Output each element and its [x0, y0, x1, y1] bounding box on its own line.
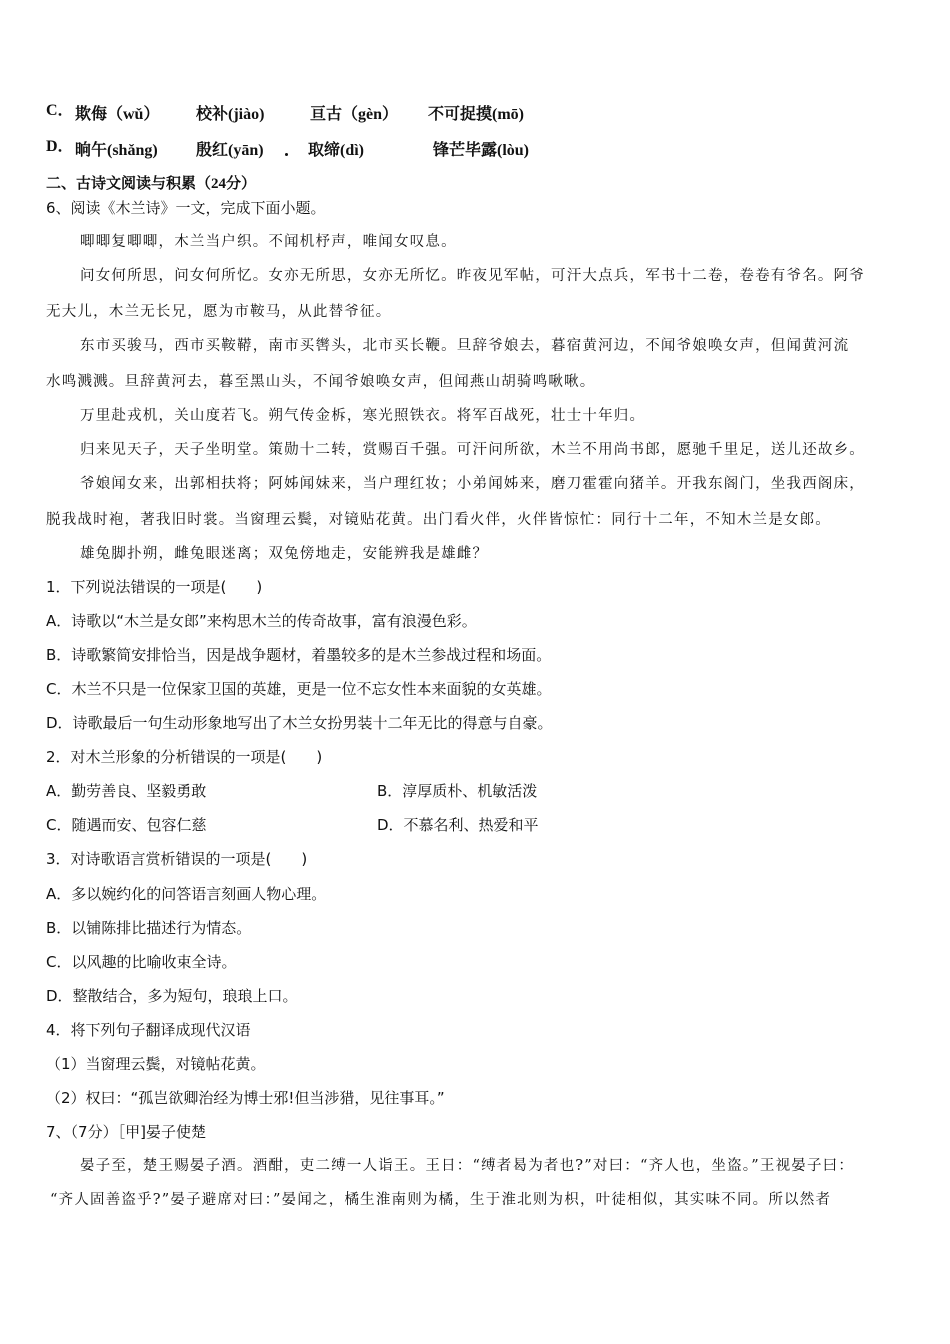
q7-text-line-1: 晏子至，楚王赐晏子酒。酒酣，吏二缚一人诣王。王日：“缚者曷为者也?”对曰：“齐人也，坐盗。”王视晏子曰：	[80, 1158, 855, 1174]
q6-1-option-a: A．诗歌以“木兰是女郎”来构思木兰的传奇故事，富有浪漫色彩。	[46, 612, 477, 630]
poem-line-4: 东市买骏马，西市买鞍鞯，南市买辔头，北市买长鞭。旦辞爷娘去，暮宿黄河边，不闻爷娘唤女声，但闻黄河流	[80, 338, 850, 354]
q6-3-option-a: A．多以婉约化的问答语言刻画人物心理。	[46, 885, 327, 903]
q6-prompt: 6、阅读《木兰诗》一文，完成下面小题。	[46, 199, 326, 217]
option-c-item-3: 亘古（gèn）	[310, 106, 399, 123]
poem-line-6: 万里赴戎机，关山度若飞。朔气传金柝，寒光照铁衣。将军百战死，壮士十年归。	[80, 408, 646, 424]
option-c-item-2: 校补(jiào)	[196, 106, 265, 123]
q6-2-option-a: A．勤劳善良、坚毅勇敢	[46, 782, 207, 800]
q6-4-item-2: （2）权曰：“孤岂欲卿治经为博士邪!但当涉猎，见往事耳。”	[46, 1089, 445, 1107]
q7-prompt: 7、（7分）［甲]晏子使楚	[46, 1123, 206, 1141]
option-d-item-1: 晌午(shǎng)	[75, 142, 158, 159]
option-d-item-2: 殷红(yān)	[196, 142, 264, 159]
q6-3-stem: 3．对诗歌语言赏析错误的一项是( )	[46, 850, 308, 868]
q6-2-option-c: C．随遇而安、包容仁慈	[46, 816, 207, 834]
poem-line-5: 水鸣溅溅。旦辞黄河去，暮至黑山头，不闻爷娘唤女声，但闻燕山胡骑鸣啾啾。	[46, 374, 596, 390]
q6-4-stem: 4．将下列句子翻译成现代汉语	[46, 1021, 251, 1039]
option-label-c: C．	[46, 102, 74, 119]
poem-line-3: 无大儿，木兰无长兄，愿为市鞍马，从此替爷征。	[46, 304, 392, 320]
q6-2-option-b: B．淳厚质朴、机敏活泼	[377, 782, 538, 800]
option-label-d: D．	[46, 138, 74, 155]
q6-2-option-d: D．不慕名利、热爱和平	[377, 816, 539, 834]
q6-1-option-c: C．木兰不只是一位保家卫国的英雄，更是一位不忘女性本来面貌的女英雄。	[46, 680, 552, 698]
q6-3-option-c: C．以风趣的比喻收束全诗。	[46, 953, 237, 971]
q6-3-option-b: B．以铺陈排比描述行为情态。	[46, 919, 252, 937]
poem-line-1: 唧唧复唧唧，木兰当户织。不闻机杼声，唯闻女叹息。	[80, 234, 457, 250]
q6-2-stem: 2．对木兰形象的分析错误的一项是( )	[46, 748, 323, 766]
option-c-item-4: 不可捉摸(mō)	[428, 106, 524, 123]
poem-line-2: 问女何所思，问女何所忆。女亦无所思，女亦无所忆。昨夜见军帖，可汗大点兵，军书十二卷，卷卷有爷名。阿爷	[80, 268, 865, 284]
q6-1-option-d: D．诗歌最后一句生动形象地写出了木兰女扮男装十二年无比的得意与自豪。	[46, 714, 553, 732]
q6-1-stem: 1．下列说法错误的一项是( )	[46, 578, 263, 596]
option-d-item-3: 取缔(dì)	[308, 142, 365, 159]
section-title: 二、古诗文阅读与积累（24分）	[46, 176, 257, 192]
stray-dot	[285, 153, 288, 156]
option-row-d	[46, 137, 74, 157]
q6-3-option-d: D．整散结合，多为短句，琅琅上口。	[46, 987, 298, 1005]
poem-line-10: 雄兔脚扑朔，雌兔眼迷离；双兔傍地走，安能辨我是雄雌？	[80, 546, 489, 562]
q6-4-item-1: （1）当窗理云鬓，对镜帖花黄。	[46, 1055, 266, 1073]
option-d-item-4: 锋芒毕露(lòu)	[433, 142, 530, 159]
q6-1-option-b: B．诗歌繁简安排恰当，因是战争题材，着墨较多的是木兰参战过程和场面。	[46, 646, 552, 664]
poem-line-8: 爷娘闻女来，出郭相扶将；阿姊闻妹来，当户理红妆；小弟闻姊来，磨刀霍霍向猪羊。开我东阁门，坐我西阁床，	[80, 476, 865, 492]
poem-line-7: 归来见天子，天子坐明堂。策勋十二转，赏赐百千强。可汗问所欲，木兰不用尚书郎，愿驰千里足，送儿还故乡。	[80, 442, 865, 458]
q7-text-line-2: “齐人固善盗乎?”晏子避席对曰：”晏闻之，橘生淮南则为橘，生于淮北则为枳，叶徒相似，其实味不同。所以然者	[50, 1192, 832, 1208]
option-c-item-1: 欺侮（wǔ）	[75, 106, 160, 123]
poem-line-9: 脱我战时袍，著我旧时裳。当窗理云鬓，对镜贴花黄。出门看火伴，火伴皆惊忙：同行十二年，不知木兰是女郎。	[46, 512, 831, 528]
option-row-c	[46, 101, 74, 121]
